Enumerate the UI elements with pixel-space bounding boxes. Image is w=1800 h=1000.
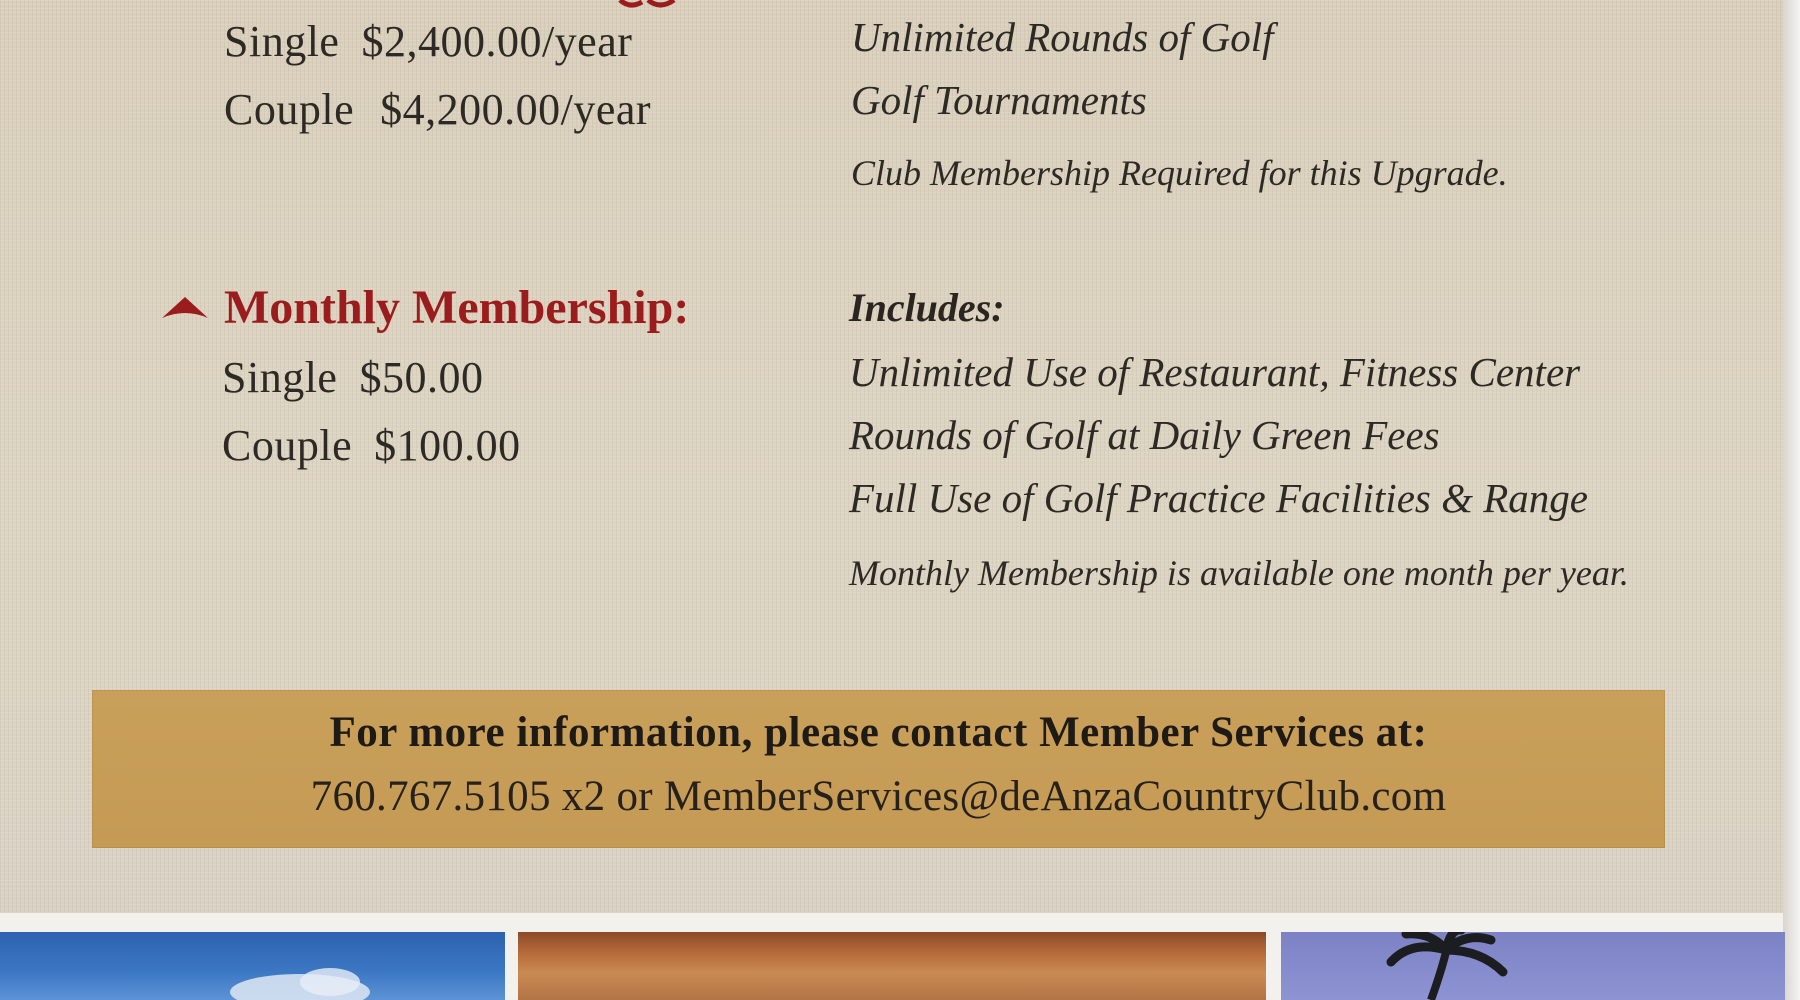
price-label: Single: [222, 353, 338, 402]
palm-photo: [1281, 932, 1785, 1000]
price-amount: $50.00: [359, 353, 484, 402]
wood-photo: [518, 932, 1266, 1000]
page-edge: [1783, 0, 1800, 1000]
cloud-shape: [0, 932, 505, 1000]
contact-heading: For more information, please contact Member Services at:: [329, 709, 1428, 756]
monthly-single-price: [222, 352, 483, 403]
price-amount: $4,200.00/year: [380, 85, 652, 134]
monthly-availability-note: Monthly Membership is available one month per year.: [849, 553, 1629, 593]
price-label: Couple: [222, 421, 353, 470]
price-amount: $100.00: [374, 421, 521, 470]
monthly-membership-title: Monthly Membership:: [224, 281, 690, 334]
monthly-feature-restaurant: Unlimited Use of Restaurant, Fitness Center: [849, 349, 1581, 395]
sky-photo: [0, 932, 505, 1000]
includes-label: Includes:: [849, 285, 1005, 330]
price-amount: $2,400.00/year: [361, 17, 633, 66]
annual-feature-tournaments: Golf Tournaments: [851, 77, 1147, 123]
annual-single-price: [224, 16, 632, 67]
cropped-heading-fragment: [618, 0, 678, 10]
contact-box: [92, 690, 1665, 848]
annual-feature-golf: Unlimited Rounds of Golf: [851, 14, 1274, 60]
monthly-feature-practice: Full Use of Golf Practice Facilities & Range: [849, 475, 1588, 521]
triangle-up-icon: [160, 294, 210, 320]
monthly-couple-price: [222, 420, 521, 471]
annual-upgrade-note: Club Membership Required for this Upgrade.: [851, 153, 1508, 193]
monthly-feature-green-fees: Rounds of Golf at Daily Green Fees: [849, 412, 1440, 458]
palm-tree-shape: [1281, 932, 1785, 1000]
price-label: Single: [224, 17, 340, 66]
annual-couple-price: [224, 84, 651, 135]
contact-details[interactable]: 760.767.5105 x2 or MemberServices@deAnzaCountryClub.com: [310, 773, 1447, 820]
price-label: Couple: [224, 85, 355, 134]
